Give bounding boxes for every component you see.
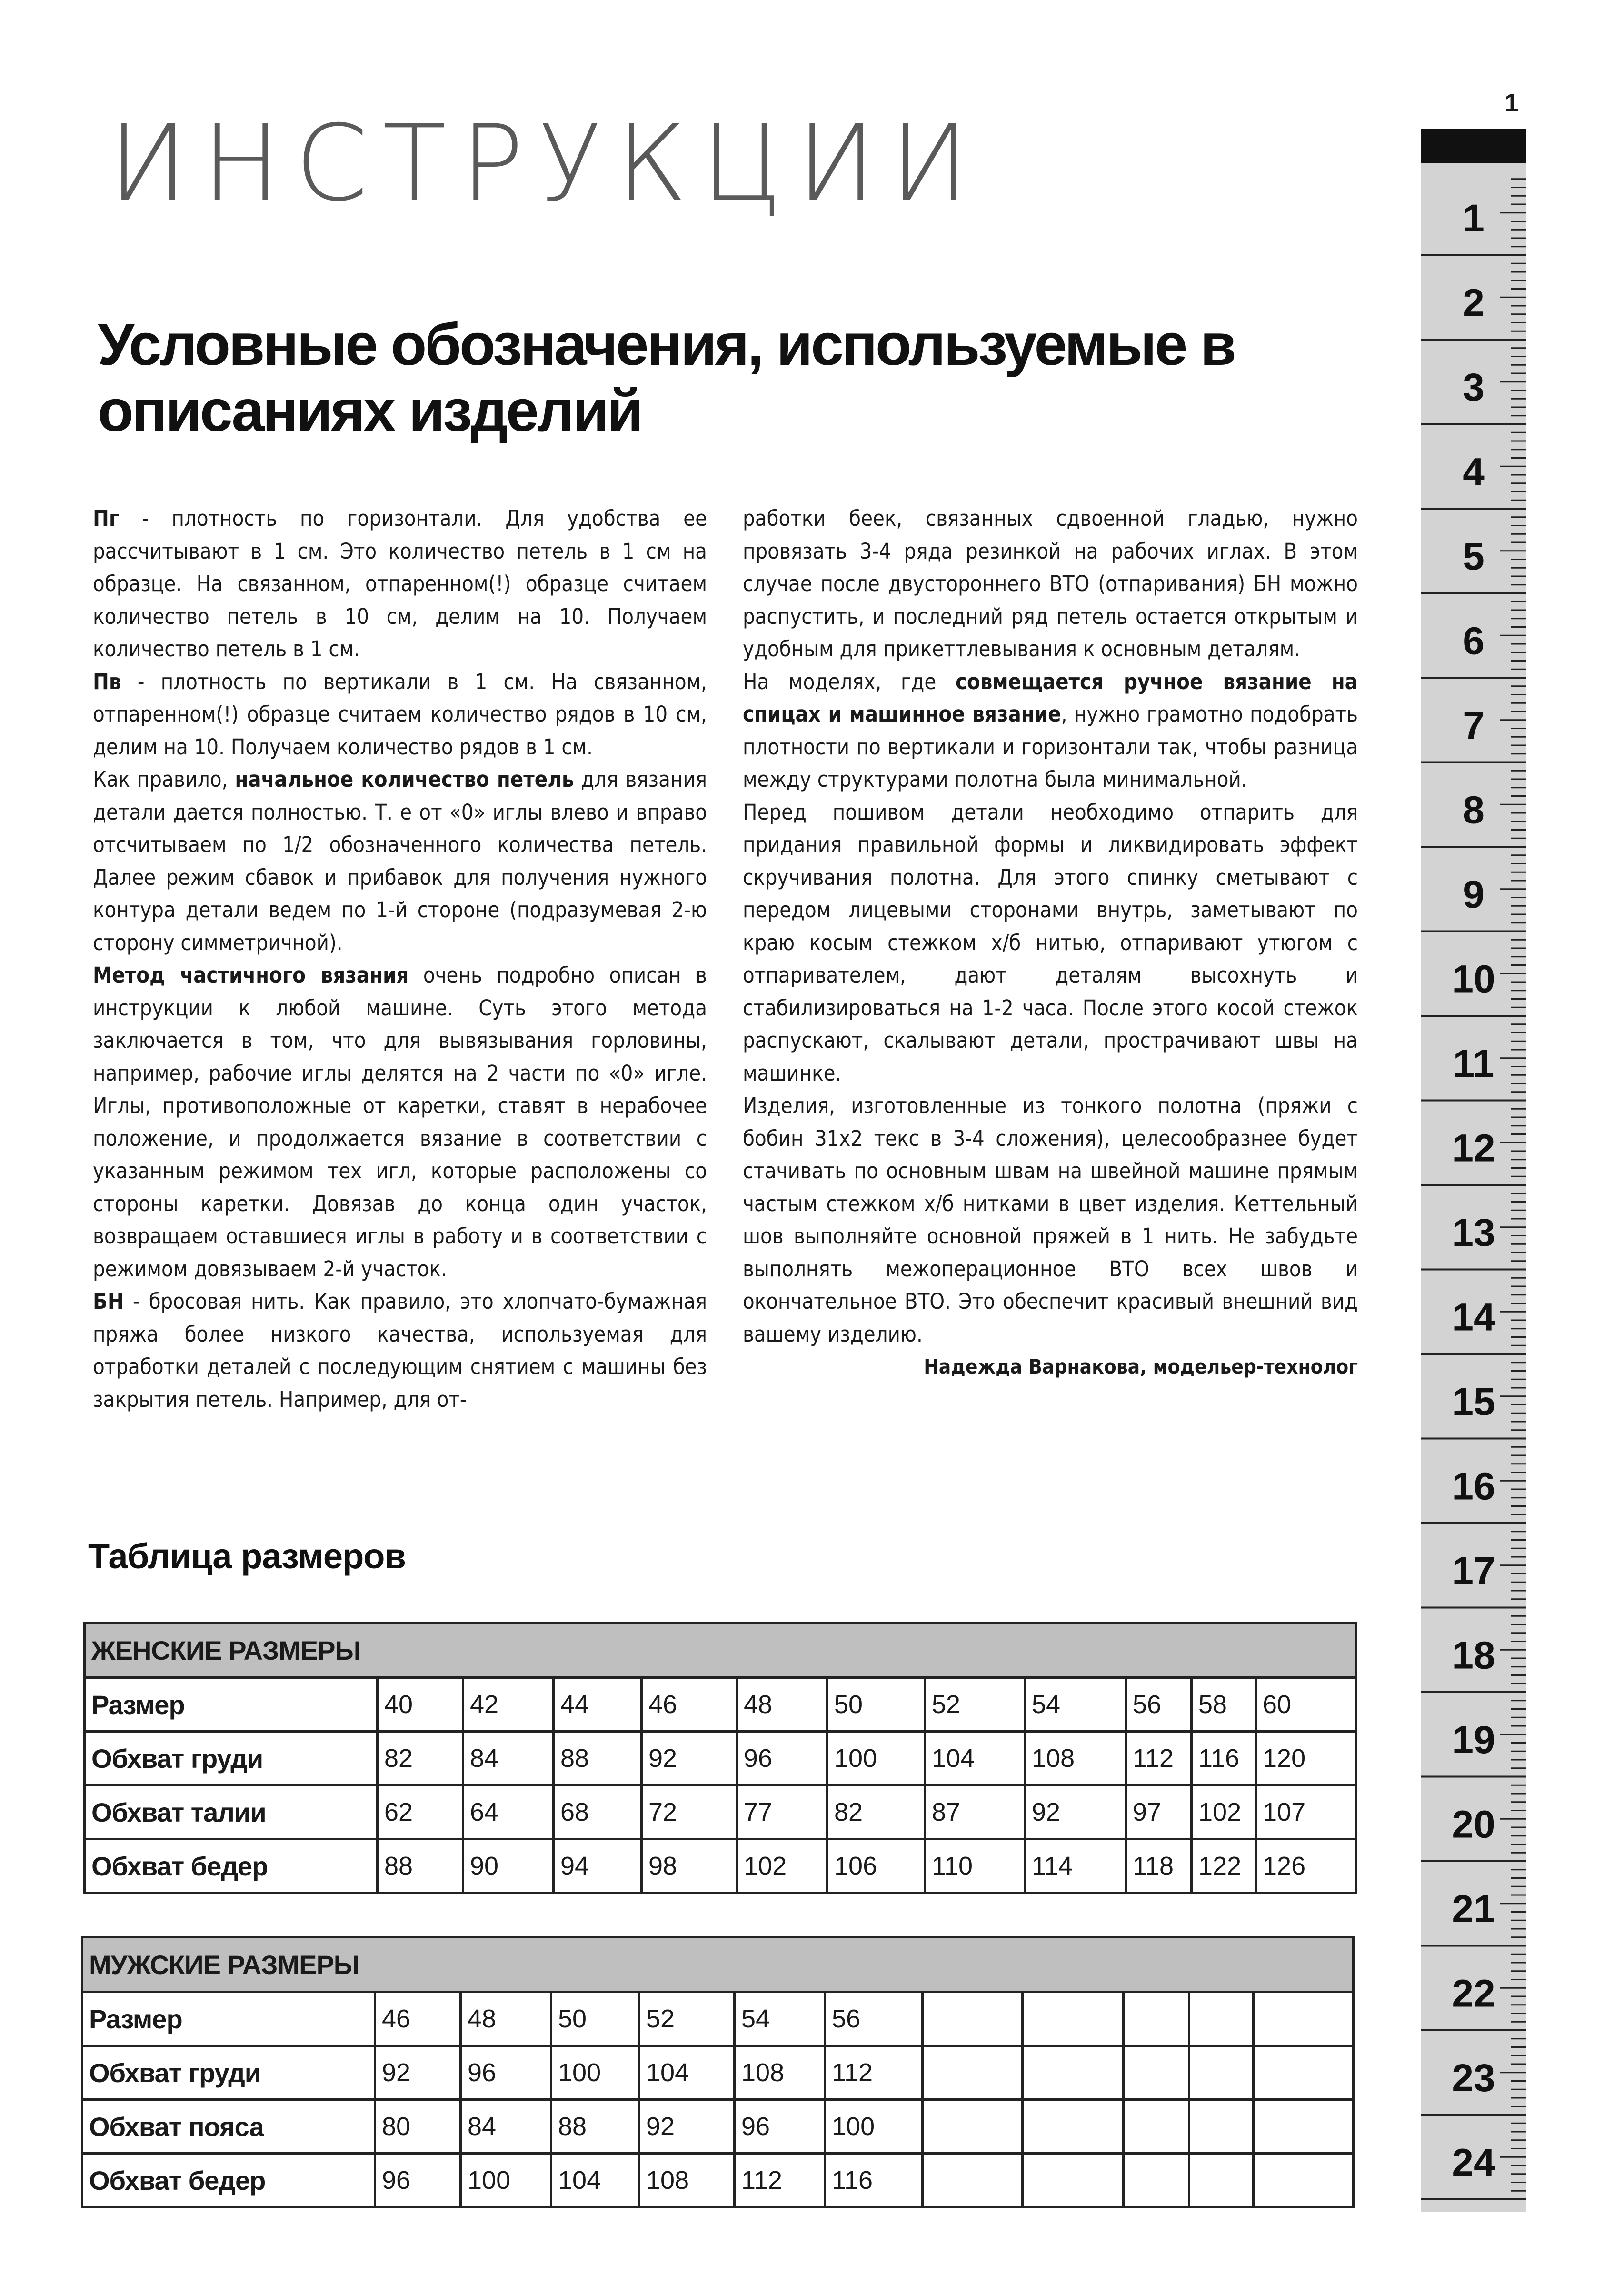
table-cell: 56 [1126,1678,1192,1732]
ruler-label: 10 [1452,957,1495,1001]
table-cell: 84 [463,1732,554,1785]
table-cell [1124,2100,1189,2154]
table-cell: 56 [825,1992,923,2046]
ruler-label: 14 [1452,1295,1495,1339]
right-column [743,502,1358,1384]
table-cell: 96 [737,1732,827,1785]
table-cell: 48 [461,1992,551,2046]
table-cell: 92 [375,2046,461,2100]
table-cell [1023,2154,1124,2207]
table-cell: 52 [925,1678,1025,1732]
row-label: Обхват бедер [85,1839,378,1893]
table-cell: 97 [1126,1785,1192,1839]
table-cell: 96 [735,2100,825,2154]
ruler-label: 1 [1463,196,1485,240]
women-size-table [83,1622,1357,1894]
table-row [85,1678,1356,1732]
measuring-ruler [1421,129,1526,2212]
table-cell: 92 [642,1732,737,1785]
table-cell: 77 [737,1785,827,1839]
table-cell: 104 [639,2046,735,2100]
ruler-label: 18 [1452,1634,1495,1677]
table-cell: 104 [551,2154,639,2207]
table-row [85,1732,1356,1785]
row-label: Обхват бедер [82,2154,375,2207]
paragraph-fine-yarn: Изделия, изготовленные из тонкого полотна (пряжи с бобин 31х2 текс в 3-4 сложения), целесообразнее будет стачивать по основным швам на швейной машине прямым частым стежком х/б нитками в цвет изделия. Кеттельный шов выполняйте основной пряжей в 1 нить. Не забудьте выполнять межоперационное ВТО всех швов и окончательное ВТО. Это обеспечит красивый внешний вид вашему изделию. [743,1093,1358,1347]
table-cell: 126 [1256,1839,1356,1893]
women-table-header: ЖЕНСКИЕ РАЗМЕРЫ [85,1623,1356,1678]
paragraph-pv: Пв - плотность по вертикали в 1 см. На связанном, отпаренном(!) образце считаем количество рядов в 10 см, делим на 10. Получаем количество рядов в 1 см. [93,669,707,760]
row-label: Обхват груди [82,2046,375,2100]
ruler-label: 19 [1452,1718,1495,1762]
ruler-label: 7 [1463,703,1485,747]
table-row [82,2100,1354,2154]
table-cell [923,2100,1023,2154]
table-cell [1254,2154,1354,2207]
table-cell [1023,2046,1124,2100]
table-cell: 80 [375,2100,461,2154]
ruler-label: 8 [1463,788,1485,832]
table-cell: 116 [1192,1732,1256,1785]
table-cell: 108 [1025,1732,1126,1785]
table-cell: 116 [825,2154,923,2207]
ruler-label: 12 [1452,1126,1495,1170]
table-cell: 46 [642,1678,737,1732]
table-cell [923,1992,1023,2046]
table-row [85,1785,1356,1839]
table-cell: 112 [1126,1732,1192,1785]
row-label: Размер [82,1992,375,2046]
table-cell: 82 [378,1732,463,1785]
ruler-label: 22 [1452,1972,1495,2015]
row-label: Обхват груди [85,1732,378,1785]
table-cell: 92 [1025,1785,1126,1839]
table-row [82,1992,1354,2046]
table-cell: 96 [461,2046,551,2100]
table-cell: 90 [463,1839,554,1893]
paragraph-bn: БН - бросовая нить. Как правило, это хлопчато-бумажная пряжа более низкого качества, используемая для отработки деталей с последующим снятием с машины без закрытия петель. Например, для от- [93,1289,707,1412]
table-cell: 72 [642,1785,737,1839]
table-cell: 102 [1192,1785,1256,1839]
table-cell [923,2154,1023,2207]
ruler-label: 21 [1452,1887,1495,1931]
paragraph-combined-knitting: На моделях, где совмещается ручное вязание на спицах и машинное вязание, нужно грамотно подобрать плотности по вертикали и горизонтали так, чтобы разница между структурами полотна была минимальной. [743,669,1358,792]
table-cell: 94 [554,1839,642,1893]
row-label: Размер [85,1678,378,1732]
table-cell: 48 [737,1678,827,1732]
ruler-label: 4 [1463,450,1485,494]
table-cell [1124,1992,1189,2046]
size-table-heading: Таблица размеров [88,1536,406,1576]
ruler-label: 16 [1452,1464,1495,1508]
table-cell: 40 [378,1678,463,1732]
table-cell [923,2046,1023,2100]
table-cell: 108 [639,2154,735,2207]
table-cell: 112 [825,2046,923,2100]
table-cell: 96 [375,2154,461,2207]
ruler-label: 5 [1463,534,1485,578]
table-cell: 82 [827,1785,925,1839]
table-cell: 100 [825,2100,923,2154]
table-row [85,1839,1356,1893]
table-cell [1254,1992,1354,2046]
table-cell: 52 [639,1992,735,2046]
paragraph-steaming: Перед пошивом детали необходимо отпарить для придания правильной формы и ликвидировать эффект скручивания полотна. Для этого спинку сметывают с передом лицевыми сторонами внутрь, заметывают по краю косым стежком х/б нитью, отпаривают утюгом с отпаривателем, дают деталям высохнуть и стабилизироваться на 1-2 часа. После этого косой стежок распускают, скалывают детали, прострачивают швы на машинке. [743,799,1358,1086]
table-cell: 87 [925,1785,1025,1839]
ruler-scale [1421,129,1526,2212]
table-cell [1254,2100,1354,2154]
table-cell: 64 [463,1785,554,1839]
table-cell: 100 [551,2046,639,2100]
table-cell: 120 [1256,1732,1356,1785]
table-cell: 112 [735,2154,825,2207]
table-cell [1124,2154,1189,2207]
page-number: 1 [1504,89,1519,117]
ruler-label: 11 [1453,1042,1494,1085]
section-title: ИНСТРУКЦИИ [109,102,984,224]
table-cell: 58 [1192,1678,1256,1732]
table-cell: 50 [551,1992,639,2046]
table-cell: 114 [1025,1839,1126,1893]
paragraph-stitch-count: Как правило, начальное количество петель для вязания детали дается полностью. Т. е от «0» иглы влево и вправо отсчитываем по 1/2 обозначенного количества петель. Далее режим сбавок и прибавок для получения нужного контура детали ведем по 1-й стороне (подразумевая 2-ю сторону симметричной). [93,767,707,955]
table-row [82,2046,1354,2100]
ruler-label: 3 [1463,365,1485,409]
table-cell [1023,1992,1124,2046]
table-cell [1189,2100,1254,2154]
table-cell: 88 [554,1732,642,1785]
table-cell: 44 [554,1678,642,1732]
row-label: Обхват талии [85,1785,378,1839]
table-cell: 122 [1192,1839,1256,1893]
left-column [93,502,707,1416]
ruler-label: 17 [1452,1549,1495,1593]
row-label: Обхват пояса [82,2100,375,2154]
article-title: Условные обозначения, используемые в описаниях изделий [98,312,1235,444]
ruler-label: 20 [1452,1803,1495,1846]
table-cell [1189,2046,1254,2100]
table-cell: 88 [378,1839,463,1893]
paragraph-pg: Пг - плотность по горизонтали. Для удобства ее рассчитывают в 1 см. Это количество петель в 1 см на образце. На связанном, отпаренном(!) образце считаем количество петель в 10 см, делим на 10. Получаем количество петель в 1 см. [93,506,707,662]
table-cell: 102 [737,1839,827,1893]
table-cell: 54 [735,1992,825,2046]
ruler-label: 15 [1452,1380,1495,1424]
table-cell [1189,1992,1254,2046]
table-cell: 84 [461,2100,551,2154]
table-cell: 50 [827,1678,925,1732]
men-size-table [81,1936,1355,2208]
table-cell: 92 [639,2100,735,2154]
ruler-label: 2 [1463,281,1485,325]
men-table-header: МУЖСКИЕ РАЗМЕРЫ [82,1937,1354,1992]
table-cell [1254,2046,1354,2100]
table-cell: 108 [735,2046,825,2100]
paragraph-partial-knitting: Метод частичного вязания очень подробно описан в инструкции к любой машине. Суть этого метода заключается в том, что для вывязывания горловины, например, рабочие иглы делятся на 2 части по «0» игле. Иглы, противоположные от каретки, ставят в нерабочее положение, и продолжается вязание в соответствии с указанным режимом тех игл, которые расположены со стороны каретки. Довязав до конца один участок, возвращаем оставшиеся иглы в работу и в соответствии с режимом довязываем 2-й участок. [93,963,707,1282]
ruler-label: 9 [1463,872,1485,916]
table-cell: 100 [461,2154,551,2207]
table-cell: 106 [827,1839,925,1893]
table-cell [1023,2100,1124,2154]
table-cell: 62 [378,1785,463,1839]
table-cell [1189,2154,1254,2207]
table-cell: 60 [1256,1678,1356,1732]
table-cell: 68 [554,1785,642,1839]
table-cell: 107 [1256,1785,1356,1839]
ruler-label: 13 [1452,1211,1495,1254]
table-cell: 42 [463,1678,554,1732]
table-cell: 104 [925,1732,1025,1785]
table-cell: 118 [1126,1839,1192,1893]
table-cell: 46 [375,1992,461,2046]
paragraph-continuation: работки беек, связанных сдвоенной гладью, нужно провязать 3-4 ряда резинкой на рабочих иглах. В этом случае после двустороннего ВТО (отпаривания) БН можно распустить, и последний ряд петель остается открытым и удобным для прикеттлевывания к основным деталям. [743,506,1358,662]
table-cell: 98 [642,1839,737,1893]
ruler-label: 6 [1463,619,1485,663]
table-cell: 110 [925,1839,1025,1893]
ruler-label: 24 [1452,2141,1495,2185]
table-cell: 100 [827,1732,925,1785]
table-cell [1124,2046,1189,2100]
author-signature: Надежда Варнакова, модельер-технолог [924,1355,1358,1378]
table-cell: 54 [1025,1678,1126,1732]
table-cell: 88 [551,2100,639,2154]
table-row [82,2154,1354,2207]
ruler-label: 23 [1452,2056,1495,2100]
